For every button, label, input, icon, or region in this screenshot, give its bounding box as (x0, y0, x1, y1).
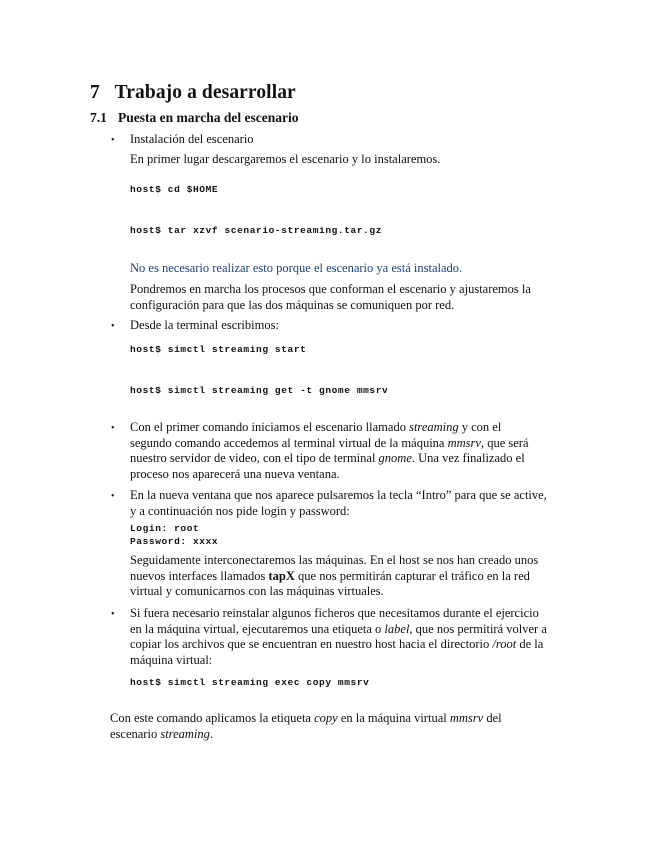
emphasis-root: /root (492, 637, 517, 651)
bullet-icon: • (111, 609, 115, 620)
emphasis-label: label (384, 621, 410, 636)
subsection-title: Puesta en marcha del escenario (118, 110, 299, 125)
bullet-3-paragraph (130, 420, 542, 482)
text-run: Con el primer comando iniciamos el escenario llamado (130, 420, 410, 434)
bullet-icon: • (111, 423, 115, 434)
section-heading (90, 82, 296, 104)
text-run: Con este comando aplicamos la etiqueta (110, 711, 315, 725)
command-cd-home: host$ cd $HOME (130, 184, 219, 195)
text-run: , que nos permitirá volver a copiar los archivos que se encuentran en nuestro host hacia el directorio (130, 621, 547, 651)
emphasis-mmsrv: mmsrv (447, 435, 481, 450)
bullet-1-title: Instalación del escenario (130, 132, 254, 146)
emphasis-streaming: streaming (409, 420, 459, 434)
text-run: , que será nuestro servidor de video, con el tipo de terminal (130, 435, 529, 465)
bullet-1-intro: En primer lugar descargaremos el escenario y lo instalaremos. (130, 152, 441, 166)
command-simctl-start: host$ simctl streaming start (130, 344, 307, 355)
command-tar: host$ tar xzvf scenario-streaming.tar.gz (130, 225, 383, 236)
text-run: . Una vez finalizado el proceso nos aparecerá una nueva ventana. (130, 451, 525, 481)
text-run: del escenario (110, 711, 502, 741)
bullet-5-paragraph (130, 606, 550, 668)
section-number: 7 (90, 82, 100, 103)
bullet-icon: • (111, 491, 115, 502)
subsection-heading (90, 110, 298, 126)
bullet-1-after: Pondremos en marcha los procesos que conforman el escenario y ajustaremos la configuración para que las dos máquinas se comuniquen por red. (130, 282, 531, 312)
bullet-4-paragraph (130, 553, 545, 600)
subsection-number: 7.1 (90, 110, 107, 125)
text-run: que nos permitirán capturar el tráfico en la red virtual y comunicarnos con las máquinas virtuales. (130, 568, 530, 598)
section-title: Trabajo a desarrollar (114, 82, 296, 103)
command-simctl-exec: host$ simctl streaming exec copy mmsrv (130, 677, 370, 688)
bullet-4-text: En la nueva ventana que nos aparece pulsaremos la tecla “Intro” para que se active, y a continuación nos pide login y password: (130, 488, 547, 518)
text-run: de la máquina virtual: (130, 637, 544, 667)
text-run: y con el segundo comando accedemos al terminal virtual de la máquina (130, 420, 502, 450)
command-simctl-get: host$ simctl streaming get -t gnome mmsrv (130, 385, 389, 396)
login-line: Login: root (130, 523, 200, 534)
closing-paragraph (110, 711, 530, 742)
emphasis-mmsrv: mmsrv (449, 711, 484, 725)
bold-tapx: tapX (268, 568, 295, 583)
password-line: Password: xxxx (130, 536, 219, 547)
text-run: . (209, 726, 213, 741)
text-run: Seguidamente interconectaremos las máquinas. En el host se nos han creado unos nuevos interfaces llamados (130, 553, 539, 583)
emphasis-streaming: streaming (160, 726, 210, 741)
installed-note: No es necesario realizar esto porque el escenario ya está instalado. (130, 261, 463, 275)
bullet-2-title: Desde la terminal escribimos: (130, 318, 279, 332)
bullet-icon: • (111, 321, 115, 332)
text-run: Si fuera necesario reinstalar algunos ficheros que necesitamos durante el ejercicio en la máquina virtual, ejecutaremos una etiqueta o (130, 606, 539, 636)
emphasis-copy: copy (314, 711, 338, 725)
bullet-icon: • (111, 135, 115, 146)
text-run: en la máquina virtual (337, 711, 450, 725)
emphasis-gnome: gnome (378, 451, 412, 465)
